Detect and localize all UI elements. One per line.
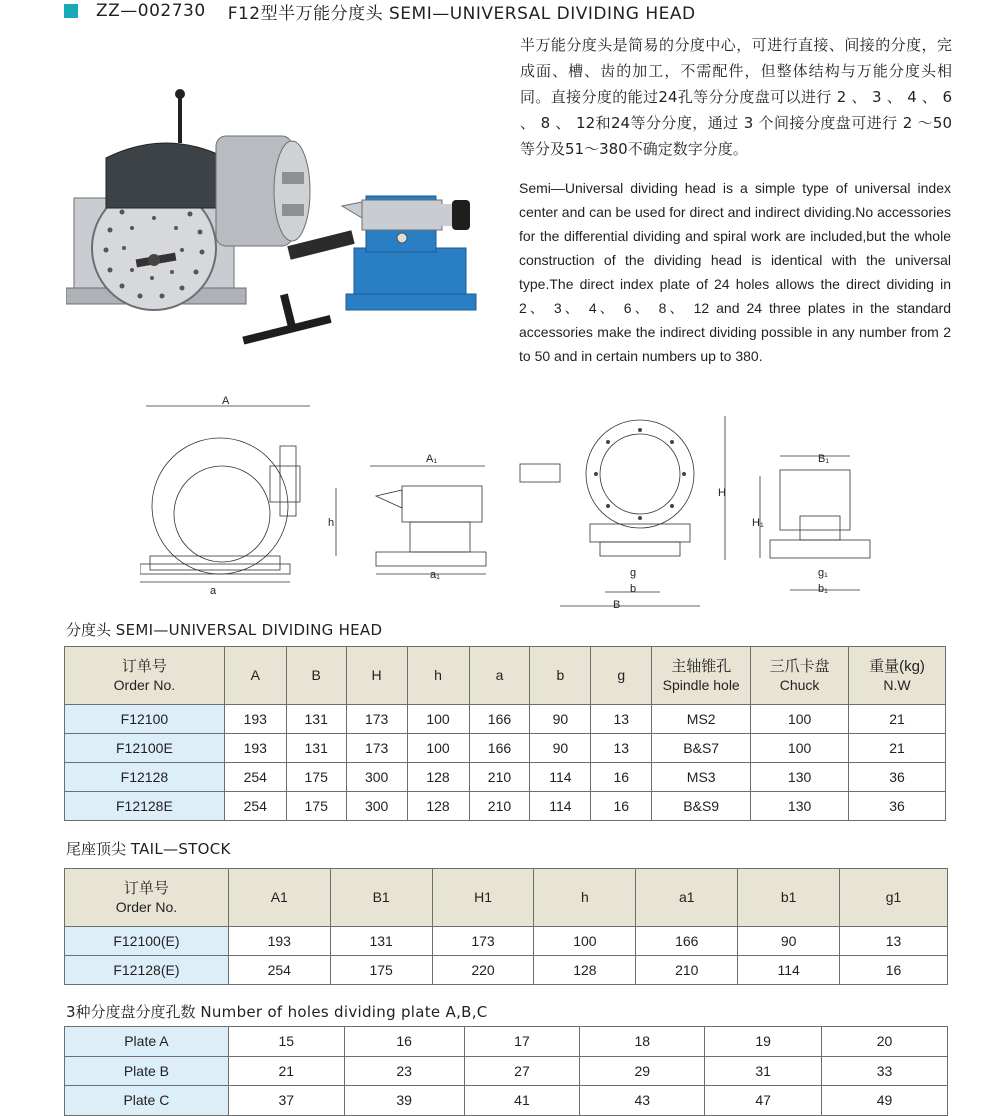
table-cell: 27 [464, 1056, 580, 1086]
row-label-cell: F12100E [65, 734, 225, 763]
table-cell: 16 [840, 956, 948, 985]
column-header [751, 647, 849, 705]
row-label-cell: F12128 [65, 763, 225, 792]
table-cell: 16 [591, 763, 652, 792]
table-cell: 21 [849, 734, 946, 763]
table-cell: B&S7 [652, 734, 751, 763]
header-en: b [556, 667, 565, 683]
table-cell: 131 [330, 927, 432, 956]
table-cell: 166 [469, 734, 530, 763]
table-cell: 13 [591, 705, 652, 734]
header-en: A [250, 667, 260, 683]
header-cn: 订单号 [123, 879, 169, 897]
table-cell: 220 [432, 956, 534, 985]
table-cell: 90 [530, 734, 591, 763]
table-cell: 15 [228, 1027, 344, 1057]
table-cell: 16 [591, 792, 652, 821]
label-B1: B₁ [818, 453, 830, 465]
table-cell: 173 [346, 734, 407, 763]
table-cell: 20 [822, 1027, 948, 1057]
table-cell: MS3 [652, 763, 751, 792]
table-cell: 114 [530, 792, 591, 821]
column-header [432, 869, 534, 927]
table-cell: 166 [636, 927, 738, 956]
row-label-cell: Plate A [65, 1027, 229, 1057]
label-g: g [630, 567, 637, 579]
table-cell: 37 [228, 1086, 344, 1116]
table-cell: 90 [738, 927, 840, 956]
table-cell: 173 [432, 927, 534, 956]
section-title-dividing-head [66, 619, 382, 640]
header-en: H [371, 667, 382, 683]
table-cell: 18 [580, 1027, 705, 1057]
header-en: Order No. [113, 676, 176, 693]
header-en: N.W [883, 676, 911, 693]
dividing-head-table [64, 646, 946, 821]
column-header [330, 869, 432, 927]
label-b: b [630, 583, 637, 595]
page-header [64, 0, 696, 22]
table-cell: 173 [346, 705, 407, 734]
product-code: ZZ—002730 [96, 1, 206, 21]
table-row [65, 734, 946, 763]
label-A: A [222, 396, 230, 407]
section-title-en: Number of holes dividing plate A,B,C [200, 1003, 488, 1021]
section-title-en: SEMI—UNIVERSAL DIVIDING HEAD [115, 621, 383, 639]
table-cell: 114 [530, 763, 591, 792]
table-cell: 210 [636, 956, 738, 985]
column-header [849, 647, 946, 705]
table-cell: 130 [751, 763, 849, 792]
header-en: a [495, 667, 504, 683]
table-cell: 23 [344, 1056, 464, 1086]
table-cell: 175 [286, 792, 346, 821]
column-header [840, 869, 948, 927]
table-cell: 254 [224, 792, 286, 821]
table-cell: 100 [407, 705, 469, 734]
table-cell: 193 [224, 705, 286, 734]
label-b1: b₁ [818, 583, 828, 595]
table-row [65, 1027, 948, 1057]
table-cell: 131 [286, 705, 346, 734]
table-cell: 166 [469, 705, 530, 734]
header-en: B [311, 667, 321, 683]
section-title-cn: 3种分度盘分度孔数 [66, 1003, 196, 1021]
header-en: Spindle hole [662, 676, 740, 693]
column-header [591, 647, 652, 705]
table-cell: 114 [738, 956, 840, 985]
table-cell: 254 [224, 763, 286, 792]
table-cell: 39 [344, 1086, 464, 1116]
table-cell: 47 [705, 1086, 822, 1116]
table-row [65, 927, 948, 956]
table-cell: 100 [751, 705, 849, 734]
column-header [228, 869, 330, 927]
table-cell: 100 [534, 927, 636, 956]
column-header [652, 647, 751, 705]
table-cell: 33 [822, 1056, 948, 1086]
table-cell: 17 [464, 1027, 580, 1057]
row-label-cell: Plate B [65, 1056, 229, 1086]
table-cell: 31 [705, 1056, 822, 1086]
technical-drawings [140, 396, 880, 616]
section-title-tail-stock [66, 838, 231, 859]
table-cell: 130 [751, 792, 849, 821]
table-row [65, 1056, 948, 1086]
column-header [346, 647, 407, 705]
section-title-en: TAIL—STOCK [130, 840, 231, 858]
column-header [224, 647, 286, 705]
table-cell: 175 [330, 956, 432, 985]
row-label-cell: Plate C [65, 1086, 229, 1116]
tail-stock-table [64, 868, 948, 985]
product-photo [66, 88, 486, 356]
table-cell: 43 [580, 1086, 705, 1116]
table-row [65, 763, 946, 792]
label-h: h [328, 517, 335, 529]
table-cell: 13 [591, 734, 652, 763]
table-cell: 13 [840, 927, 948, 956]
header-cn: 订单号 [121, 657, 167, 675]
table-cell: 128 [407, 763, 469, 792]
table-row [65, 956, 948, 985]
header-cn: 三爪卡盘 [769, 657, 830, 675]
row-label-cell: F12100 [65, 705, 225, 734]
table-cell: 49 [822, 1086, 948, 1116]
header-en: H1 [474, 889, 492, 905]
label-H: H [718, 487, 726, 499]
teal-square-icon [64, 4, 78, 18]
table-row [65, 705, 946, 734]
column-header [65, 647, 225, 705]
table-cell: 36 [849, 763, 946, 792]
header-en: A1 [270, 889, 288, 905]
table-row [65, 1086, 948, 1116]
row-label-cell: F12128E [65, 792, 225, 821]
plates-table [64, 1026, 948, 1116]
table-cell: 210 [469, 792, 530, 821]
table-cell: B&S9 [652, 792, 751, 821]
table-cell: 300 [346, 763, 407, 792]
header-en: B1 [372, 889, 390, 905]
row-label-cell: F12128(E) [65, 956, 229, 985]
column-header [407, 647, 469, 705]
section-title-cn: 分度头 [66, 621, 112, 639]
header-en: Chuck [779, 676, 820, 693]
header-en: h [434, 667, 442, 683]
column-header [530, 647, 591, 705]
table-cell: 21 [228, 1056, 344, 1086]
page-title: F12型半万能分度头 SEMI—UNIVERSAL DIVIDING HEAD [227, 3, 696, 24]
table-cell: 210 [469, 763, 530, 792]
label-H1: H₁ [752, 517, 764, 529]
table-cell: 300 [346, 792, 407, 821]
column-header [534, 869, 636, 927]
table-cell: 193 [224, 734, 286, 763]
section-title-cn: 尾座顶尖 [66, 840, 127, 858]
table-cell: 41 [464, 1086, 580, 1116]
label-A1: A₁ [426, 453, 438, 465]
table-cell: 100 [751, 734, 849, 763]
table-cell: 193 [228, 927, 330, 956]
header-en: g1 [885, 889, 902, 905]
column-header [636, 869, 738, 927]
table-cell: 36 [849, 792, 946, 821]
section-title-plates [66, 1001, 488, 1022]
table-cell: 16 [344, 1027, 464, 1057]
header-en: b1 [780, 889, 797, 905]
header-en: g [617, 667, 626, 683]
table-row [65, 792, 946, 821]
table-cell: 21 [849, 705, 946, 734]
table-cell: 90 [530, 705, 591, 734]
table-cell: 128 [407, 792, 469, 821]
column-header [286, 647, 346, 705]
header-en: a1 [678, 889, 695, 905]
header-cn: 主轴锥孔 [671, 657, 732, 675]
label-g1: g₁ [818, 567, 828, 579]
table-cell: 175 [286, 763, 346, 792]
table-cell: 254 [228, 956, 330, 985]
label-a: a [210, 585, 217, 597]
label-a1: a₁ [430, 569, 440, 581]
row-label-cell: F12100(E) [65, 927, 229, 956]
table-cell: 128 [534, 956, 636, 985]
header-en: Order No. [115, 898, 178, 915]
header-en: h [581, 889, 589, 905]
label-B: B [613, 599, 621, 611]
column-header [738, 869, 840, 927]
column-header [469, 647, 530, 705]
table-cell: 19 [705, 1027, 822, 1057]
table-cell: MS2 [652, 705, 751, 734]
table-cell: 100 [407, 734, 469, 763]
intro-chinese: 半万能分度头是简易的分度中心，可进行直接、间接的分度，完成面、槽、齿的加工，不需配件，但整体结构与万能分度头相同。直接分度的能过24孔等分分度盘可以进行 2 、 3 、 4 、 6 、 8 、 12和24等分分度，通过 3 个间接分度盘可进行 2 ～50等分及51～380不确定数字分度。 [520, 36, 952, 158]
intro-english: Semi—Universal dividing head is a simple type of universal index center and can be used for direct and indirect dividing.No accessories for the differential dividing and spiral work are included,but the whole construction of the dividing head is identical with the universal type.The direct index plate of 24 holes allows the direct dividing in 2、 3、 4、 6、 8、 12 and 24 three plates in the standard accessories make the indirect dividing possible in any number from 2 to 50 and in certain numbers up to 380. [519, 180, 951, 364]
header-cn: 重量(kg) [869, 657, 925, 675]
column-header [65, 869, 229, 927]
table-cell: 131 [286, 734, 346, 763]
table-cell: 29 [580, 1056, 705, 1086]
